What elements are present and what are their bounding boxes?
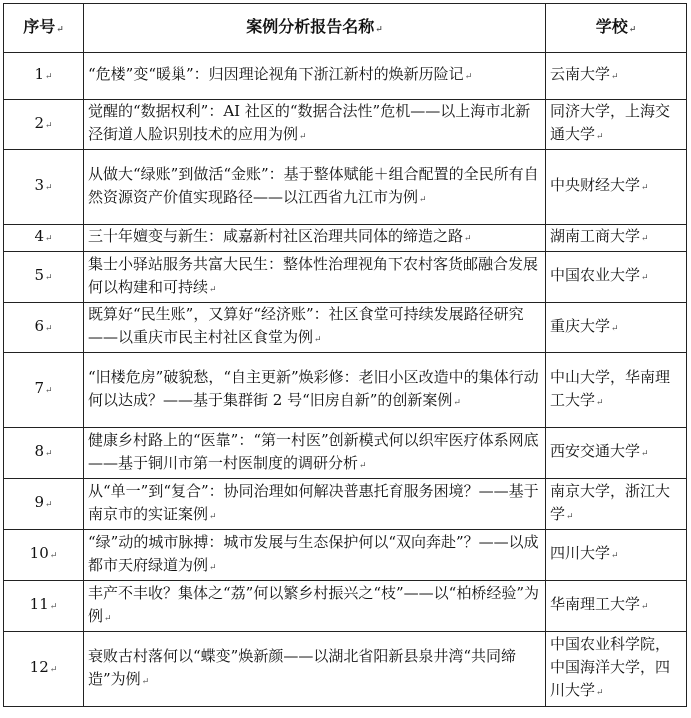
row-school: 湖南工商大学↵	[546, 225, 687, 252]
table-row	[4, 581, 687, 632]
row-title: 既算好“民生账”，又算好“经济账”：社区食堂可持续发展路径研究——以重庆市民主村社区食堂为例↵	[84, 303, 546, 353]
row-school: 中国农业科学院，中国海洋大学，四川大学↵	[546, 632, 687, 707]
table-row	[4, 100, 687, 150]
row-school: 中央财经大学↵	[546, 150, 687, 225]
row-title: 衰败古村落何以“蝶变”焕新颜——以湖北省阳新县泉井湾“共同缔造”为例↵	[84, 632, 546, 707]
table-row	[4, 353, 687, 428]
table-row	[4, 150, 687, 225]
row-school: 同济大学，上海交通大学↵	[546, 100, 687, 150]
table-row	[4, 225, 687, 252]
row-school: 中山大学，华南理工大学↵	[546, 353, 687, 428]
row-school: 华南理工大学↵	[546, 581, 687, 632]
row-title: 集士小驿站服务共富大民生：整体性治理视角下农村客货邮融合发展何以构建和可持续↵	[84, 252, 546, 303]
row-no: 8↵	[4, 428, 84, 479]
row-school: 中国农业大学↵	[546, 252, 687, 303]
row-title: “旧楼危房”破貌愁，“自主更新”焕彩修：老旧小区改造中的集体行动何以达成？——基于集群街 2 号“旧房自新”的创新案例↵	[84, 353, 546, 428]
table-header-row	[4, 4, 687, 53]
row-title: 三十年嬗变与新生：咸嘉新村社区治理共同体的缔造之路↵	[84, 225, 546, 252]
case-report-table	[3, 3, 687, 707]
row-school: 四川大学↵	[546, 530, 687, 581]
row-title: 从做大“绿账”到做活“金账”：基于整体赋能＋组合配置的全民所有自然资源资产价值实现路径——以江西省九江市为例↵	[84, 150, 546, 225]
row-title: “绿”动的城市脉搏：城市发展与生态保护何以“双向奔赴”？——以成都市天府绿道为例↵	[84, 530, 546, 581]
row-no: 6↵	[4, 303, 84, 353]
header-title: 案例分析报告名称↵	[84, 4, 546, 53]
row-no: 11↵	[4, 581, 84, 632]
row-title: 觉醒的“数据权利”：AI 社区的“数据合法性”危机——以上海市北新泾街道人脸识别技术的应用为例↵	[84, 100, 546, 150]
table-row	[4, 303, 687, 353]
row-no: 9↵	[4, 479, 84, 530]
row-school: 云南大学↵	[546, 53, 687, 100]
row-school: 南京大学，浙江大学↵	[546, 479, 687, 530]
header-school: 学校↵	[546, 4, 687, 53]
row-no: 7↵	[4, 353, 84, 428]
row-no: 12↵	[4, 632, 84, 707]
row-no: 10↵	[4, 530, 84, 581]
row-no: 4↵	[4, 225, 84, 252]
row-title: 丰产不丰收？集体之“荔”何以繁乡村振兴之“枝”——以“柏桥经验”为例↵	[84, 581, 546, 632]
table-row	[4, 632, 687, 707]
row-school: 西安交通大学↵	[546, 428, 687, 479]
table-row	[4, 479, 687, 530]
table-row	[4, 530, 687, 581]
table-row	[4, 53, 687, 100]
table-row	[4, 428, 687, 479]
row-no: 3↵	[4, 150, 84, 225]
row-school: 重庆大学↵	[546, 303, 687, 353]
row-title: 从“单一”到“复合”：协同治理如何解决普惠托育服务困境？——基于南京市的实证案例↵	[84, 479, 546, 530]
row-no: 1↵	[4, 53, 84, 100]
row-no: 2↵	[4, 100, 84, 150]
table-row	[4, 252, 687, 303]
row-title: “危楼”变“暖巢”：归因理论视角下浙江新村的焕新历险记↵	[84, 53, 546, 100]
row-no: 5↵	[4, 252, 84, 303]
header-no: 序号↵	[4, 4, 84, 53]
row-title: 健康乡村路上的“医靠”：“第一村医”创新模式何以织牢医疗体系网底——基于铜川市第一村医制度的调研分析↵	[84, 428, 546, 479]
